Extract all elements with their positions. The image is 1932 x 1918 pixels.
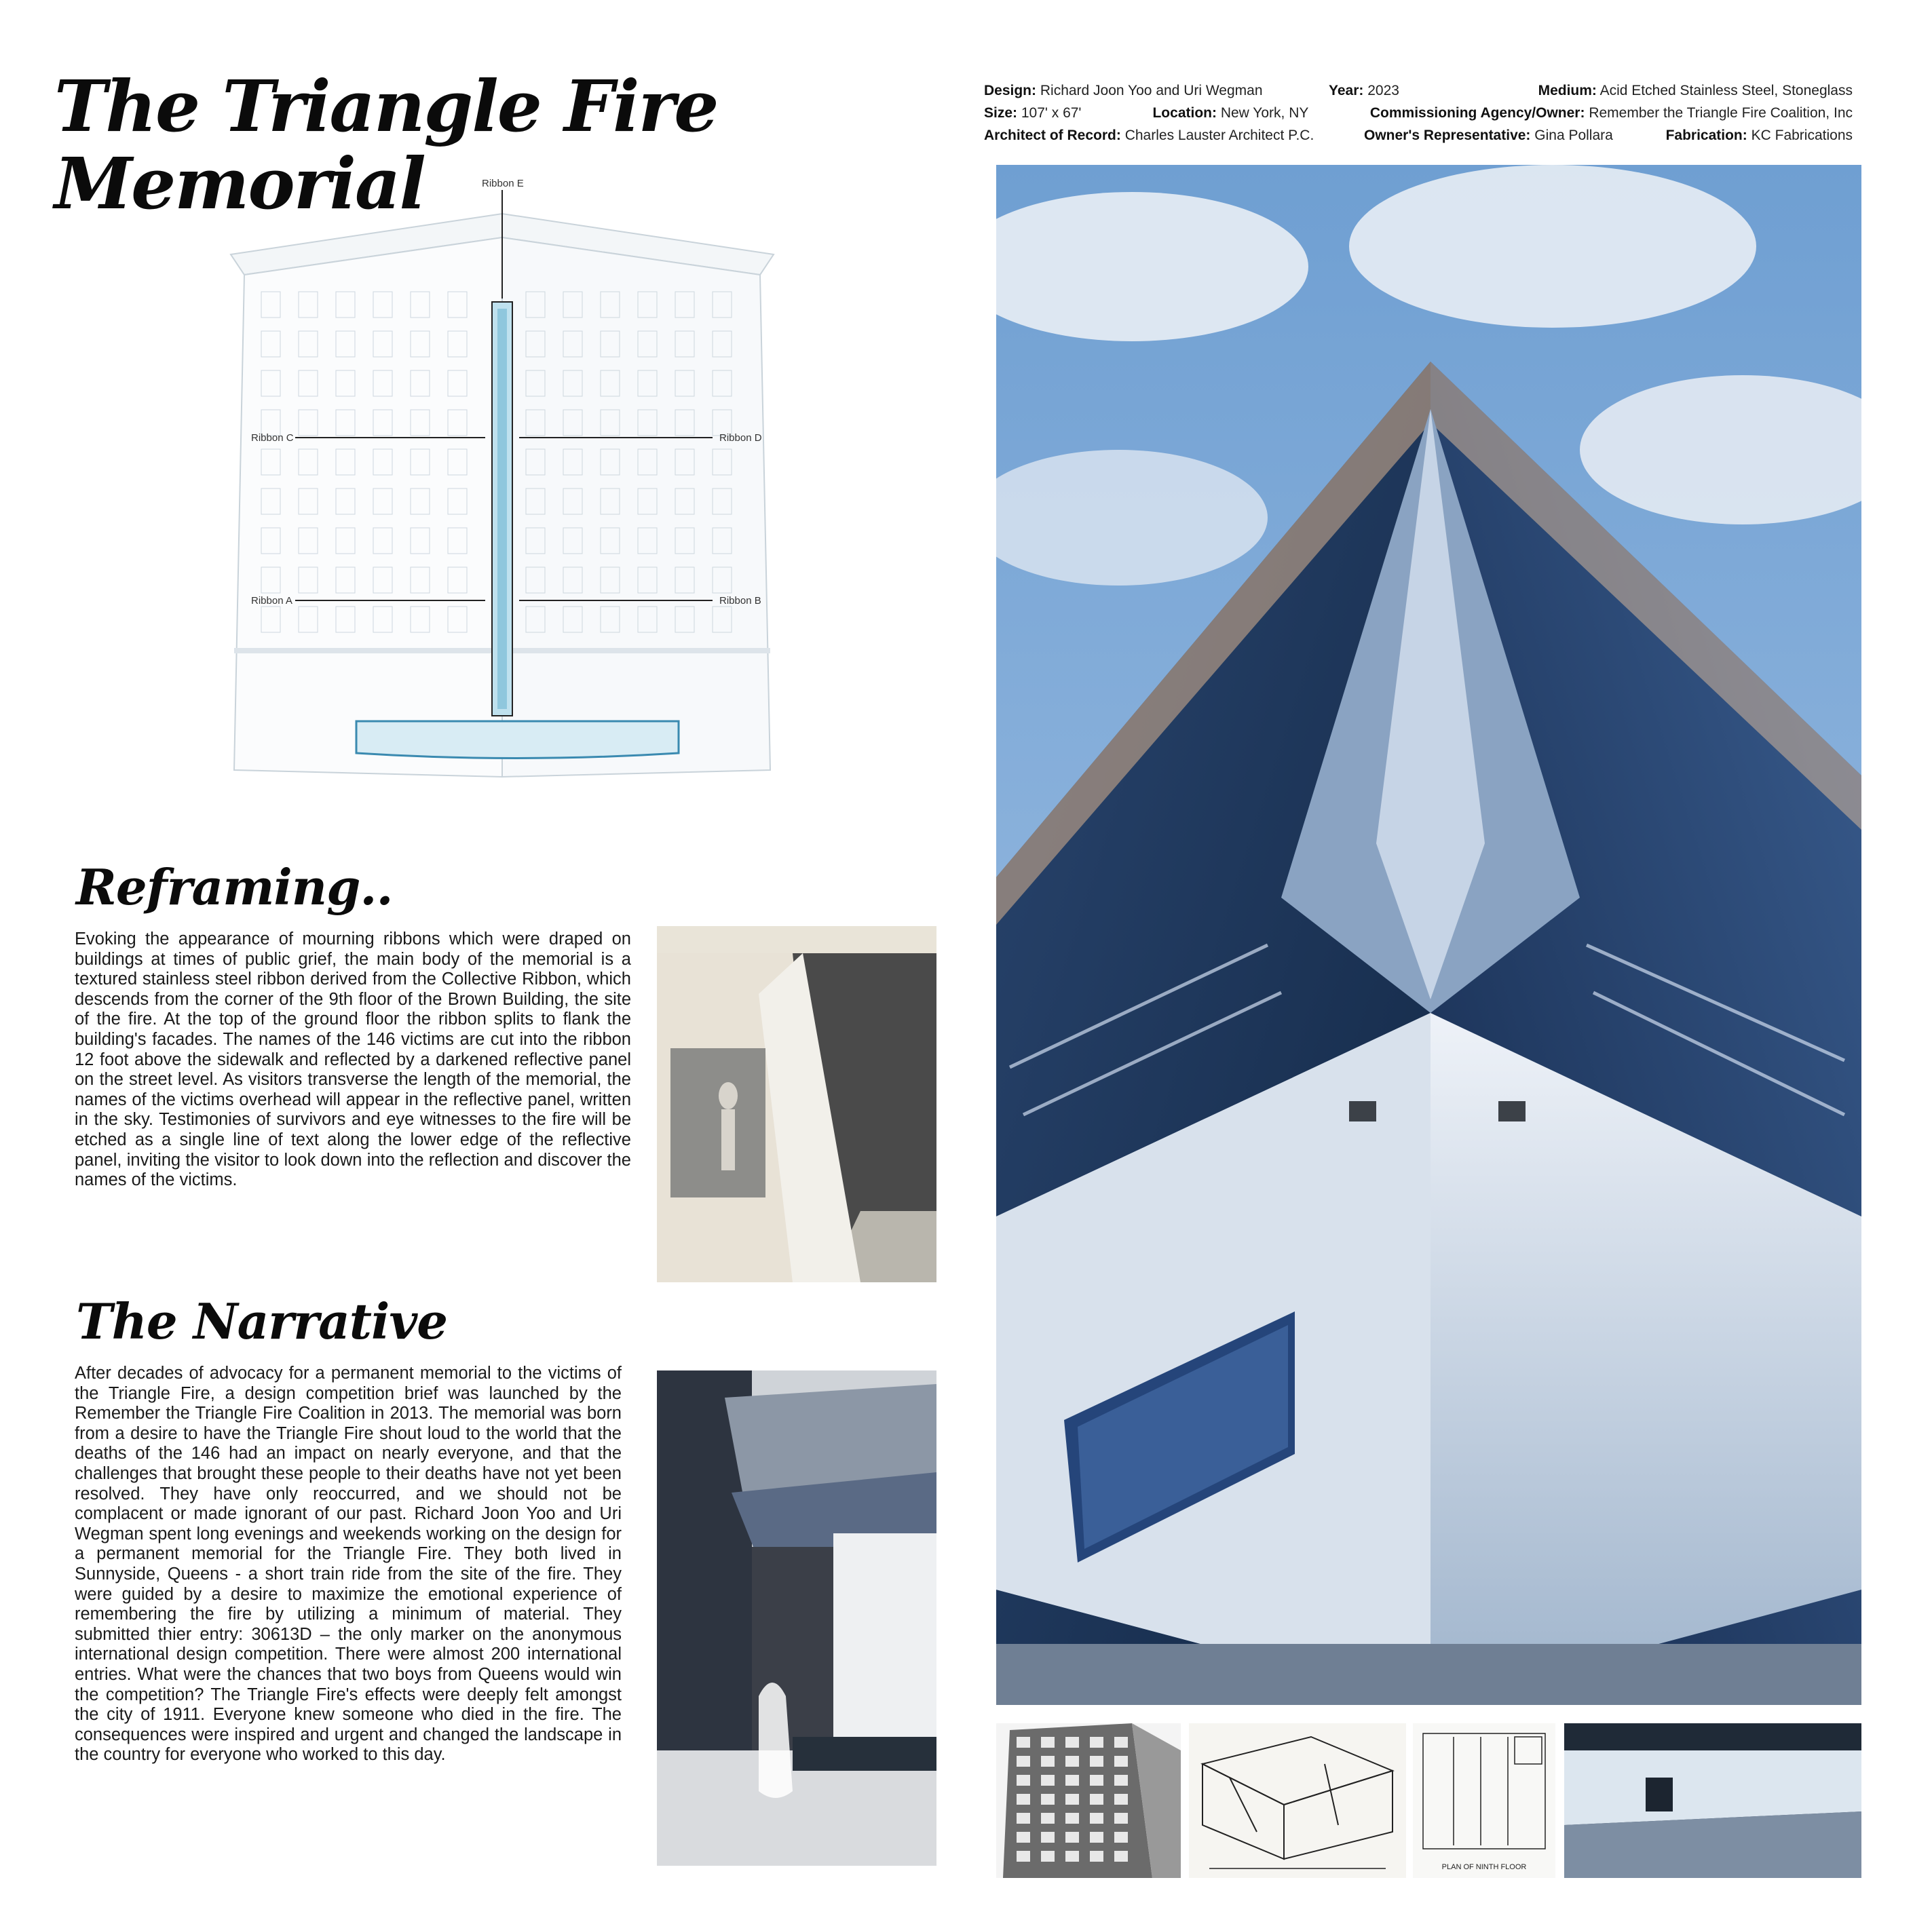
window <box>1041 1851 1055 1862</box>
credits-block <box>984 80 1853 148</box>
window <box>1114 1832 1128 1843</box>
page-title: The Triangle Fire Memorial <box>54 64 718 226</box>
thumbnail-floor-plan <box>1413 1723 1555 1878</box>
credit-design: Design: Richard Joon Yoo and Uri Wegman <box>984 83 1263 98</box>
thumbnail-building-photo <box>996 1723 1181 1878</box>
credit-agency: Commissioning Agency/Owner: Remember the Triangle Fire Coalition, Inc <box>1369 105 1853 121</box>
window <box>1041 1794 1055 1805</box>
credit-owner-rep: Owner's Representative: Gina Pollara <box>1364 128 1613 143</box>
window <box>1041 1737 1055 1748</box>
window <box>1065 1832 1079 1843</box>
window <box>1090 1737 1103 1748</box>
memorial-hero-photo <box>996 165 1861 1705</box>
window <box>1041 1775 1055 1786</box>
window <box>1114 1775 1128 1786</box>
elevation-svg <box>163 173 841 784</box>
ribbon-inner <box>497 309 507 709</box>
credit-architect: Architect of Record: Charles Lauster Architect P.C. <box>984 128 1314 143</box>
window <box>1017 1794 1030 1805</box>
ribbon-c-label: Ribbon C <box>251 432 294 444</box>
window <box>1041 1813 1055 1824</box>
ribbon-d-label: Ribbon D <box>719 432 762 444</box>
window <box>1090 1832 1103 1843</box>
window <box>1114 1851 1128 1862</box>
window <box>1017 1775 1030 1786</box>
window <box>1065 1737 1079 1748</box>
ribbon-e-label: Ribbon E <box>482 178 524 189</box>
window <box>1090 1775 1103 1786</box>
window <box>1090 1813 1103 1824</box>
window <box>1017 1832 1030 1843</box>
window <box>1017 1756 1030 1767</box>
window <box>1041 1756 1055 1767</box>
window <box>1017 1813 1030 1824</box>
credit-medium: Medium: Acid Etched Stainless Steel, Stoneglass <box>1538 83 1853 98</box>
thumbnail-historic-drawing <box>1189 1723 1406 1878</box>
ribbon-b-label: Ribbon B <box>719 595 761 607</box>
window <box>1090 1851 1103 1862</box>
right-facade <box>502 237 770 777</box>
window <box>1017 1851 1030 1862</box>
narrative-photo <box>657 1370 936 1866</box>
thumbnail-reflection-panel <box>1564 1723 1861 1878</box>
narrative-body: After decades of advocacy for a permanent memorial to the victims of the Triangle Fire, a design competition brief was launched by the Remember the Triangle Fire Coalition in 2013. The memorial was born from a desire to have the Triangle Fire shout loud to the world that the deaths of the 146 had an impact on nearly everyone, and that the challenges that brought these people to their deaths have not yet been resolved. They have only reoccurred, and we should not be complacent or made ignorant of our past. Richard Joon Yoo and Uri Wegman spent long evenings and weekends working on the design for a permanent memorial for the Triangle Fire. They both lived in Sunnyside, Queens - a short train ride from the site of the fire. They were guided by a desire to maximize the emotional experience of remembering the fire by utilizing a minimum of material. They submitted thier entry: 30613D – the only marker on the anonymous international design competition. There were almost 200 international entries. What were the chances that two boys from Queens would win the competition? The Triangle Fire's effects were deeply felt amongst the city of 1911. Everyone knew someone who died in the fire. The consequences were inspired and urgent and changed the landscape in the country for everyone who worked to this day. <box>75 1364 622 1765</box>
window <box>1114 1813 1128 1824</box>
narrative-heading: The Narrative <box>76 1292 448 1350</box>
window <box>1090 1756 1103 1767</box>
building-elevation-diagram <box>163 173 841 784</box>
window <box>1065 1775 1079 1786</box>
plan-caption: PLAN OF NINTH FLOOR <box>1441 1863 1527 1871</box>
left-facade <box>234 237 502 777</box>
window <box>1065 1756 1079 1767</box>
window <box>1090 1794 1103 1805</box>
window <box>1041 1832 1055 1843</box>
credit-fabrication: Fabrication: KC Fabrications <box>1665 128 1853 143</box>
window <box>1114 1756 1128 1767</box>
reframing-heading: Reframing.. <box>76 858 393 916</box>
reframing-photo <box>657 926 936 1282</box>
window <box>1114 1794 1128 1805</box>
window <box>1065 1794 1079 1805</box>
credit-size-location: Size: 107' x 67' Location: New York, NY <box>984 105 1309 121</box>
window <box>1065 1851 1079 1862</box>
window <box>1017 1737 1030 1748</box>
window <box>1065 1813 1079 1824</box>
ribbon-a-label: Ribbon A <box>251 595 292 607</box>
credit-year: Year: 2023 <box>1329 83 1399 98</box>
reframing-body: Evoking the appearance of mourning ribbons which were draped on buildings at times of public grief, the main body of the memorial is a textured stainless steel ribbon derived from the Collective Ribbon, which descends from the corner of the 9th floor of the Brown Building, the site of the fire. At the top of the ground floor the ribbon splits to flank the building's facades. The names of the 146 victims are cut into the ribbon 12 foot above the sidewalk and reflected by a darkened reflective panel on the street level. As visitors transverse the length of the memorial, the names of the victims overhead will appear in the reflective panel, written in the sky. Testimonies of survivors and eye witnesses to the fire will be etched as a single line of text along the lower edge of the reflective panel, inviting the visitor to look down into the reflection and discover the names of the victims. <box>75 929 631 1190</box>
ribbon-ground-panel <box>356 721 679 759</box>
window <box>1114 1737 1128 1748</box>
